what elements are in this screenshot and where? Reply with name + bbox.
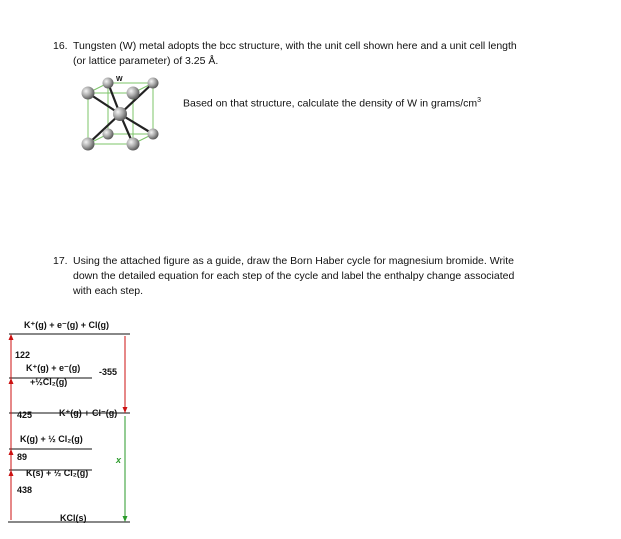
question-16-line-2: (or lattice parameter) of 3.25 Å. <box>73 55 219 67</box>
question-16-number: 16. <box>53 40 68 52</box>
born-haber-lines <box>0 310 160 530</box>
arrow-up-head-3 <box>9 449 14 455</box>
born-haber-diagram <box>0 310 160 530</box>
bcc-unit-cell-diagram <box>78 76 168 158</box>
level-4-label: K(g) + ½ Cl₂(g) <box>20 434 83 444</box>
arrow-down-head-red <box>123 407 128 413</box>
level-3-label: K⁺(g) + Cl⁻(g) <box>59 408 118 418</box>
value-425: 425 <box>17 410 33 420</box>
atom-label-w: W <box>116 76 123 83</box>
level-2b-label: +½Cl₂(g) <box>30 377 68 387</box>
question-17-line-3: with each step. <box>73 285 144 297</box>
question-17 <box>53 254 593 299</box>
level-5-label: K(s) + ½ Cl₂(g) <box>26 468 89 478</box>
density-unit-superscript: 3 <box>477 97 482 104</box>
value-neg-355: -355 <box>99 367 118 377</box>
value-89: 89 <box>17 452 28 462</box>
arrow-up-head-1 <box>9 334 14 340</box>
arrow-up-head-2 <box>9 378 14 384</box>
question-17-number: 17. <box>53 255 68 267</box>
value-122: 122 <box>15 350 31 360</box>
question-16-line-1: Tungsten (W) metal adopts the bcc structure, with the unit cell shown here and a unit cell length <box>73 40 517 52</box>
level-bottom-label: KCl(s) <box>60 513 87 523</box>
level-top-label: K⁺(g) + e⁻(g) + Cl(g) <box>24 320 109 330</box>
density-prompt <box>183 97 481 110</box>
value-x: x <box>116 455 122 465</box>
level-2a-label: K⁺(g) + e⁻(g) <box>26 363 81 373</box>
question-17-line-2: down the detailed equation for each step of the cycle and label the enthalpy change associated <box>73 270 515 282</box>
value-438: 438 <box>17 485 33 495</box>
arrow-up-head-4 <box>9 470 14 476</box>
arrow-down-head-green <box>123 516 128 522</box>
density-prompt-text: Based on that structure, calculate the density of W in grams/cm <box>183 97 478 110</box>
question-16 <box>53 39 593 69</box>
question-17-line-1: Using the attached figure as a guide, draw the Born Haber cycle for magnesium bromide. Write <box>73 255 515 267</box>
